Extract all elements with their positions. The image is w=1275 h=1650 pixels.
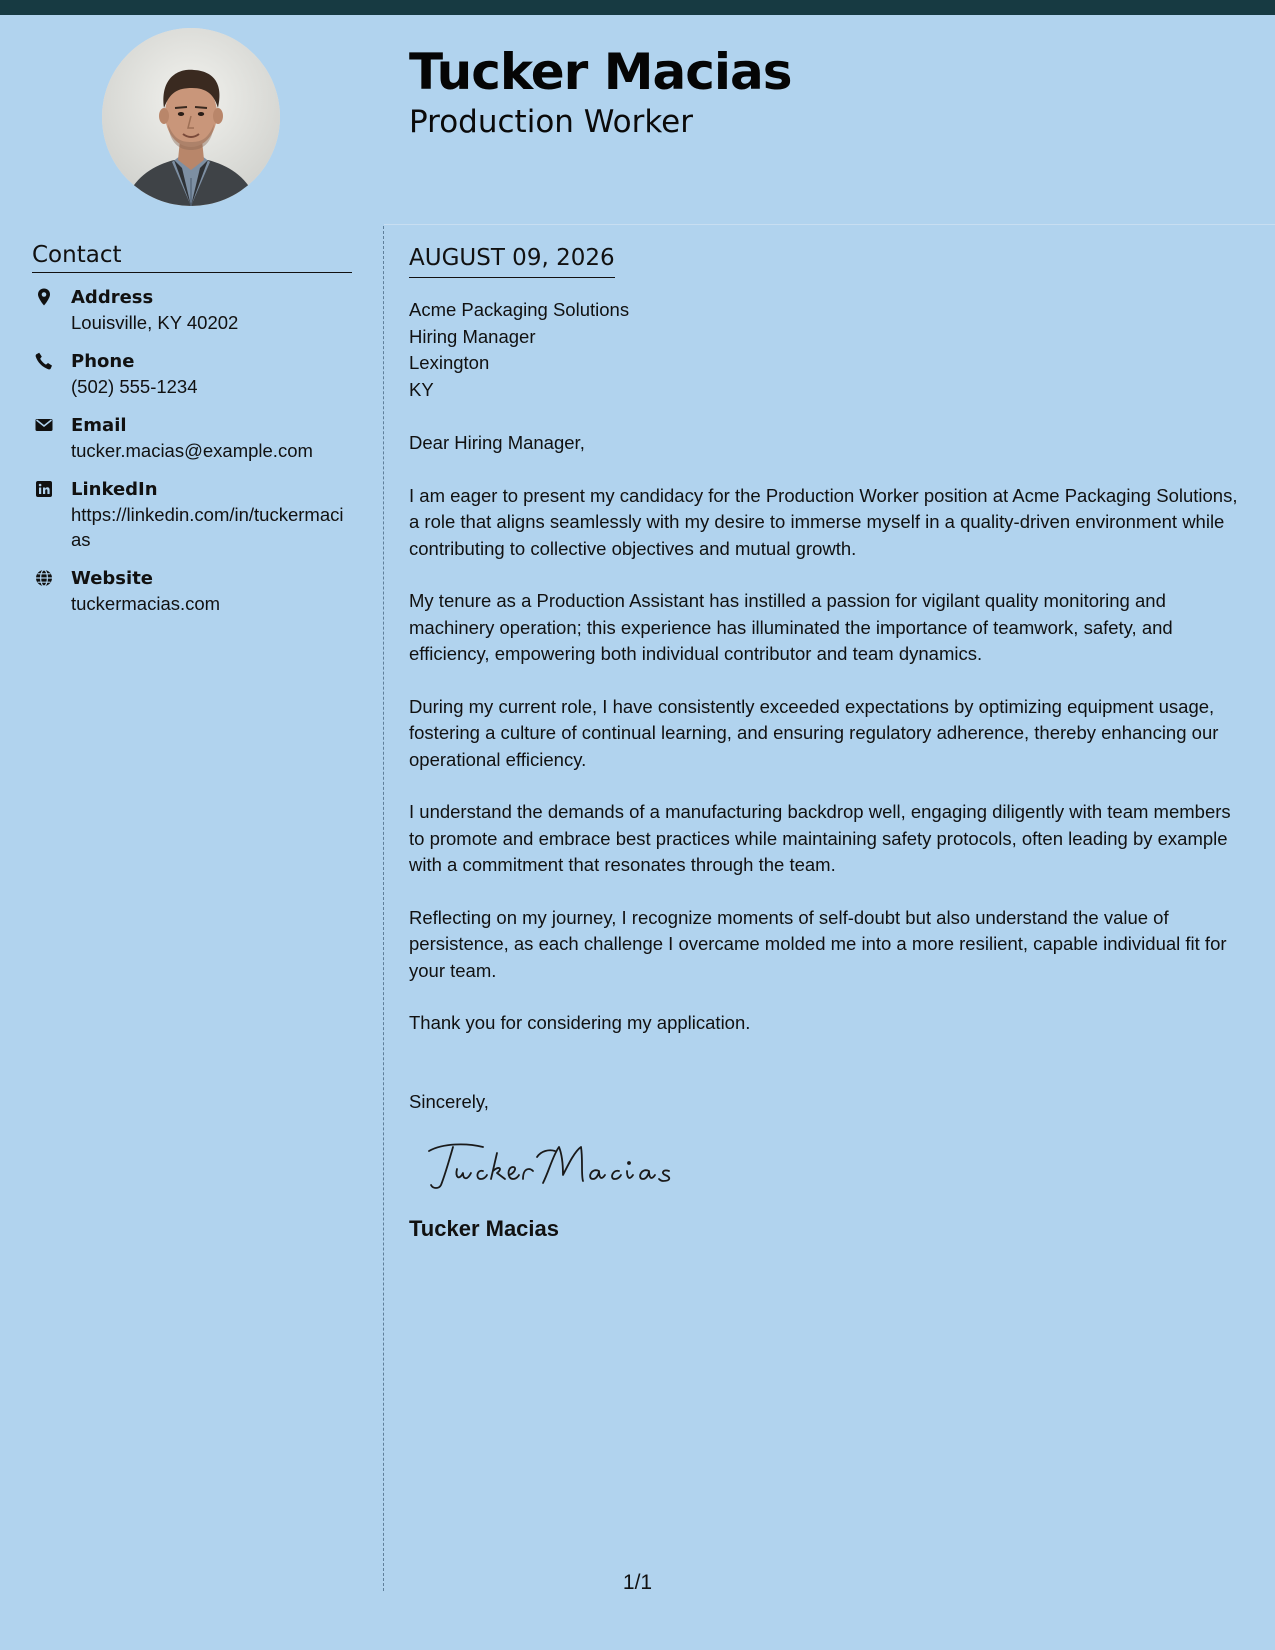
- phone-value[interactable]: (502) 555-1234: [71, 376, 198, 397]
- recipient-contact: Hiring Manager: [409, 325, 536, 347]
- contact-website: [32, 566, 352, 616]
- email-value[interactable]: tucker.macias@example.com: [71, 440, 313, 461]
- body-paragraph-4: I understand the demands of a manufacturing backdrop well, engaging diligently with team members to promote and embrace best practices while maintaining safety protocols, often leading by example with a commitment that resonates through the team.: [409, 801, 1231, 875]
- contact-list: [32, 285, 352, 616]
- candidate-name: Tucker Macias: [409, 43, 792, 101]
- envelope-icon: [35, 416, 53, 434]
- linkedin-label: LinkedIn: [71, 479, 158, 500]
- column-divider: [383, 226, 384, 1591]
- recipient-city: Lexington: [409, 352, 490, 373]
- website-label: Website: [71, 568, 154, 589]
- phone-icon: [35, 352, 53, 370]
- handwritten-signature: [423, 1135, 1245, 1199]
- body-paragraph-3: During my current role, I have consistently exceeded expectations by optimizing equipment usage, fostering a culture of continual learning, and ensuring regulatory adherence, thereby enhancing our operational efficiency.: [409, 695, 1219, 770]
- signer-name: Tucker Macias: [409, 1216, 560, 1241]
- globe-icon: [35, 569, 53, 587]
- body-paragraph-1: I am eager to present my candidacy for the Production Worker position at Acme Packaging Solutions, a role that aligns seamlessly with my desire to immerse myself in a quality-driven environment while contributing to collective objectives and mutual growth.: [409, 484, 1238, 559]
- job-title: Production Worker: [409, 104, 693, 140]
- phone-label: Phone: [71, 351, 135, 372]
- address-value: Louisville, KY 40202: [71, 312, 239, 333]
- body-paragraph-5: Reflecting on my journey, I recognize moments of self-doubt but also understand the value of persistence, as each challenge I overcame molded me into a more resilient, capable individual fit for your team.: [409, 906, 1227, 981]
- linkedin-value[interactable]: https://linkedin.com/in/tuckermacias: [71, 504, 344, 550]
- closing: Sincerely,: [409, 1090, 489, 1112]
- profile-photo: [102, 28, 280, 206]
- contact-email: [32, 413, 352, 463]
- contact-heading: Contact: [32, 240, 352, 273]
- body-paragraph-2: My tenure as a Production Assistant has instilled a passion for vigilant quality monitoring and machinery operation; this experience has illuminated the importance of teamwork, safety, and efficiency, empowering both individual contributor and team dynamics.: [409, 590, 1173, 664]
- header-divider: [384, 224, 1275, 225]
- contact-phone: [32, 349, 352, 399]
- top-bar: [0, 0, 1275, 15]
- recipient-block: [409, 297, 1245, 403]
- linkedin-icon: [35, 480, 53, 498]
- thank-you-line: Thank you for considering my application.: [409, 1012, 751, 1033]
- website-value[interactable]: tuckermacias.com: [71, 593, 221, 614]
- contact-sidebar: [32, 240, 352, 630]
- recipient-state: KY: [409, 378, 434, 400]
- page-number: 1/1: [622, 1571, 653, 1594]
- letter-date: AUGUST 09, 2026: [409, 242, 615, 278]
- contact-address: [32, 285, 352, 335]
- map-pin-icon: [35, 288, 53, 306]
- email-label: Email: [71, 415, 127, 436]
- cover-letter-body: [409, 242, 1245, 1243]
- salutation: Dear Hiring Manager,: [409, 432, 585, 453]
- recipient-company: Acme Packaging Solutions: [409, 299, 630, 320]
- address-label: Address: [71, 287, 154, 308]
- contact-linkedin: [32, 477, 352, 552]
